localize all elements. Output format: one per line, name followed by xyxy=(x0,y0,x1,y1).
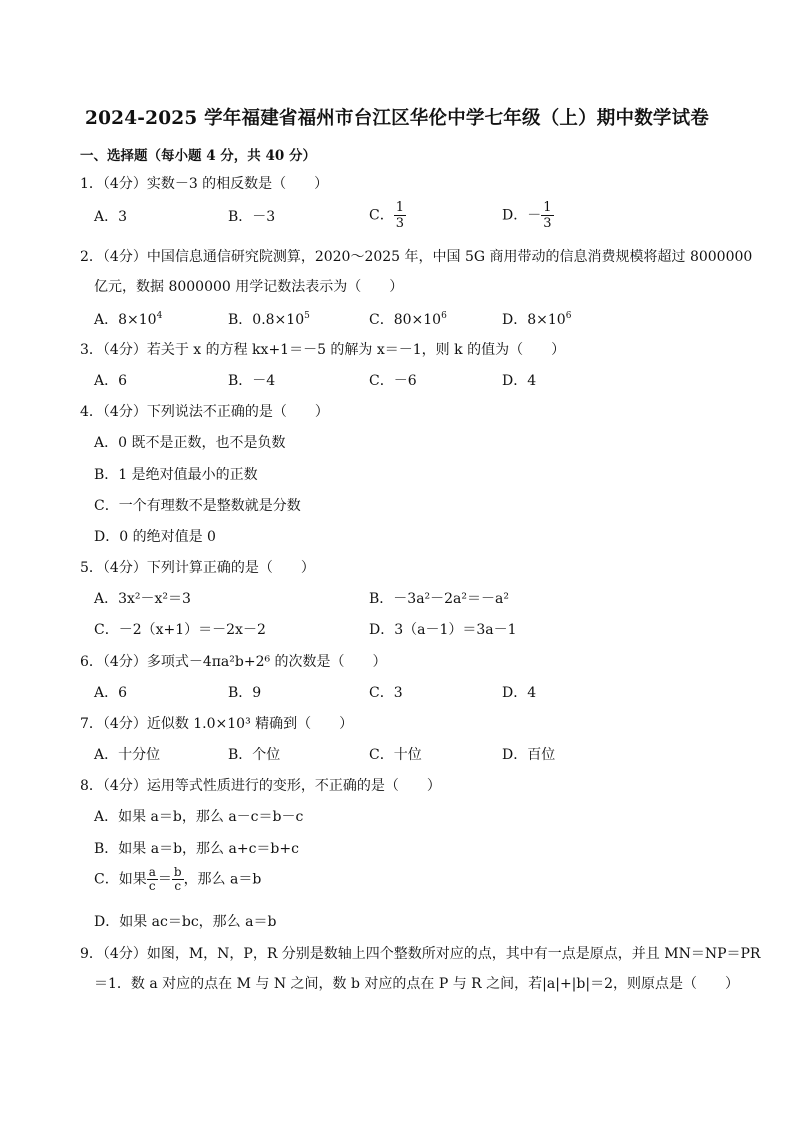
q1-option-c-fraction xyxy=(394,200,406,231)
question-3-stem: 3．（4分）若关于 x 的方程 kx+1＝－5 的解为 x＝－1，则 k 的值为（ ） xyxy=(80,342,566,358)
q1-option-d-label: D．－ xyxy=(502,207,542,224)
fraction-numerator: b xyxy=(173,865,182,879)
q2-option-b-exponent: 5 xyxy=(304,311,310,321)
q2-option-b-base: B．0.8×10 xyxy=(228,312,305,328)
section-heading: 一、选择题（每小题 4 分，共 40 分） xyxy=(80,148,316,164)
q1-option-a: A．3 xyxy=(94,209,128,225)
question-5-stem: 5．（4分）下列计算正确的是（ ） xyxy=(80,560,315,576)
q8-option-d: D．如果 ac＝bc，那么 a＝b xyxy=(94,914,277,930)
q8-option-c-equals: ＝ xyxy=(157,871,172,888)
q4-option-a: A．0 既不是正数，也不是负数 xyxy=(94,435,286,451)
question-1-stem: 1．（4分）实数－3 的相反数是（ ） xyxy=(80,176,329,192)
question-2-stem-line1: 2．（4分）中国信息通信研究院测算，2020～2025 年，中国 5G 商用带动的信息消费规模将超过 8000000 xyxy=(80,249,753,265)
page-title: 2024-2025 学年福建省福州市台江区华伦中学七年级（上）期中数学试卷 xyxy=(85,108,709,129)
q3-option-c: C．－6 xyxy=(369,373,417,389)
question-9-stem-line2: ＝1．数 a 对应的点在 M 与 N 之间，数 b 对应的点在 P 与 R 之间，若|a|+|b|＝2，则原点是（ ） xyxy=(94,976,739,992)
q6-option-d: D．4 xyxy=(502,685,537,701)
q5-option-c: C．－2（x+1）＝－2x－2 xyxy=(94,622,266,638)
q5-option-b: B．－3a²－2a²＝－a² xyxy=(369,591,509,607)
q6-option-c: C．3 xyxy=(369,685,403,701)
fraction-numerator: 1 xyxy=(543,200,552,215)
q1-option-b: B．－3 xyxy=(228,209,276,225)
fraction-denominator: 3 xyxy=(395,216,404,231)
question-6-stem: 6．（4分）多项式－4πa²b+2⁶ 的次数是（ ） xyxy=(80,654,387,670)
q1-option-c-label: C． xyxy=(369,207,394,224)
q4-option-d: D．0 的绝对值是 0 xyxy=(94,529,216,545)
q2-option-c-base: C．80×10 xyxy=(369,312,442,328)
q4-option-b: B．1 是绝对值最小的正数 xyxy=(94,467,258,483)
q7-option-a: A．十分位 xyxy=(94,747,161,763)
q2-option-a-base: A．8×10 xyxy=(94,312,157,328)
q2-option-c-exponent: 6 xyxy=(441,311,447,321)
q4-option-c: C．一个有理数不是整数就是分数 xyxy=(94,498,301,514)
q8-option-c xyxy=(94,866,261,893)
q1-option-c xyxy=(369,200,406,231)
fraction-numerator: a xyxy=(148,865,156,879)
q2-option-b xyxy=(228,310,310,330)
q2-option-d-base: D．8×10 xyxy=(502,312,566,328)
question-7-stem: 7．（4分）近似数 1.0×10³ 精确到（ ） xyxy=(80,716,354,732)
q3-option-b: B．－4 xyxy=(228,373,276,389)
q8-option-c-fraction-left xyxy=(147,866,158,893)
q8-option-b: B．如果 a＝b，那么 a+c＝b+c xyxy=(94,841,299,857)
q5-option-a: A．3x²－x²＝3 xyxy=(94,591,191,607)
q2-option-d-exponent: 6 xyxy=(565,311,572,321)
q3-option-a: A．6 xyxy=(94,373,128,389)
q5-option-d: D．3（a－1）＝3a－1 xyxy=(369,622,517,638)
q6-option-b: B．9 xyxy=(228,685,262,701)
q8-option-a: A．如果 a＝b，那么 a－c＝b－c xyxy=(94,809,304,825)
q1-option-d xyxy=(502,200,554,231)
fraction-denominator: 3 xyxy=(543,216,552,231)
q2-option-a xyxy=(94,310,162,330)
q7-option-b: B．个位 xyxy=(228,747,281,763)
fraction-denominator: c xyxy=(148,879,156,893)
fraction-numerator: 1 xyxy=(395,200,404,215)
q6-option-a: A．6 xyxy=(94,685,128,701)
q8-option-c-fraction-right xyxy=(172,866,184,893)
q7-option-c: C．十位 xyxy=(369,747,422,763)
q8-option-c-suffix: ，那么 a＝b xyxy=(183,871,262,888)
fraction-denominator: c xyxy=(174,879,182,893)
q2-option-d xyxy=(502,310,571,330)
question-8-stem: 8．（4分）运用等式性质进行的变形，不正确的是（ ） xyxy=(80,778,441,794)
question-4-stem: 4．（4分）下列说法不正确的是（ ） xyxy=(80,404,329,420)
q8-option-c-prefix: C．如果 xyxy=(94,871,147,888)
question-9-stem-line1: 9．（4分）如图，M，N，P，R 分别是数轴上四个整数所对应的点，其中有一点是原点，并且 MN＝NP＝PR xyxy=(80,946,761,962)
question-2-stem-line2: 亿元，数据 8000000 用学记数法表示为（ ） xyxy=(94,279,404,295)
q2-option-a-exponent: 4 xyxy=(156,311,163,321)
q3-option-d: D．4 xyxy=(502,373,537,389)
q7-option-d: D．百位 xyxy=(502,747,556,763)
q2-option-c xyxy=(369,310,447,330)
q1-option-d-fraction xyxy=(541,200,553,231)
